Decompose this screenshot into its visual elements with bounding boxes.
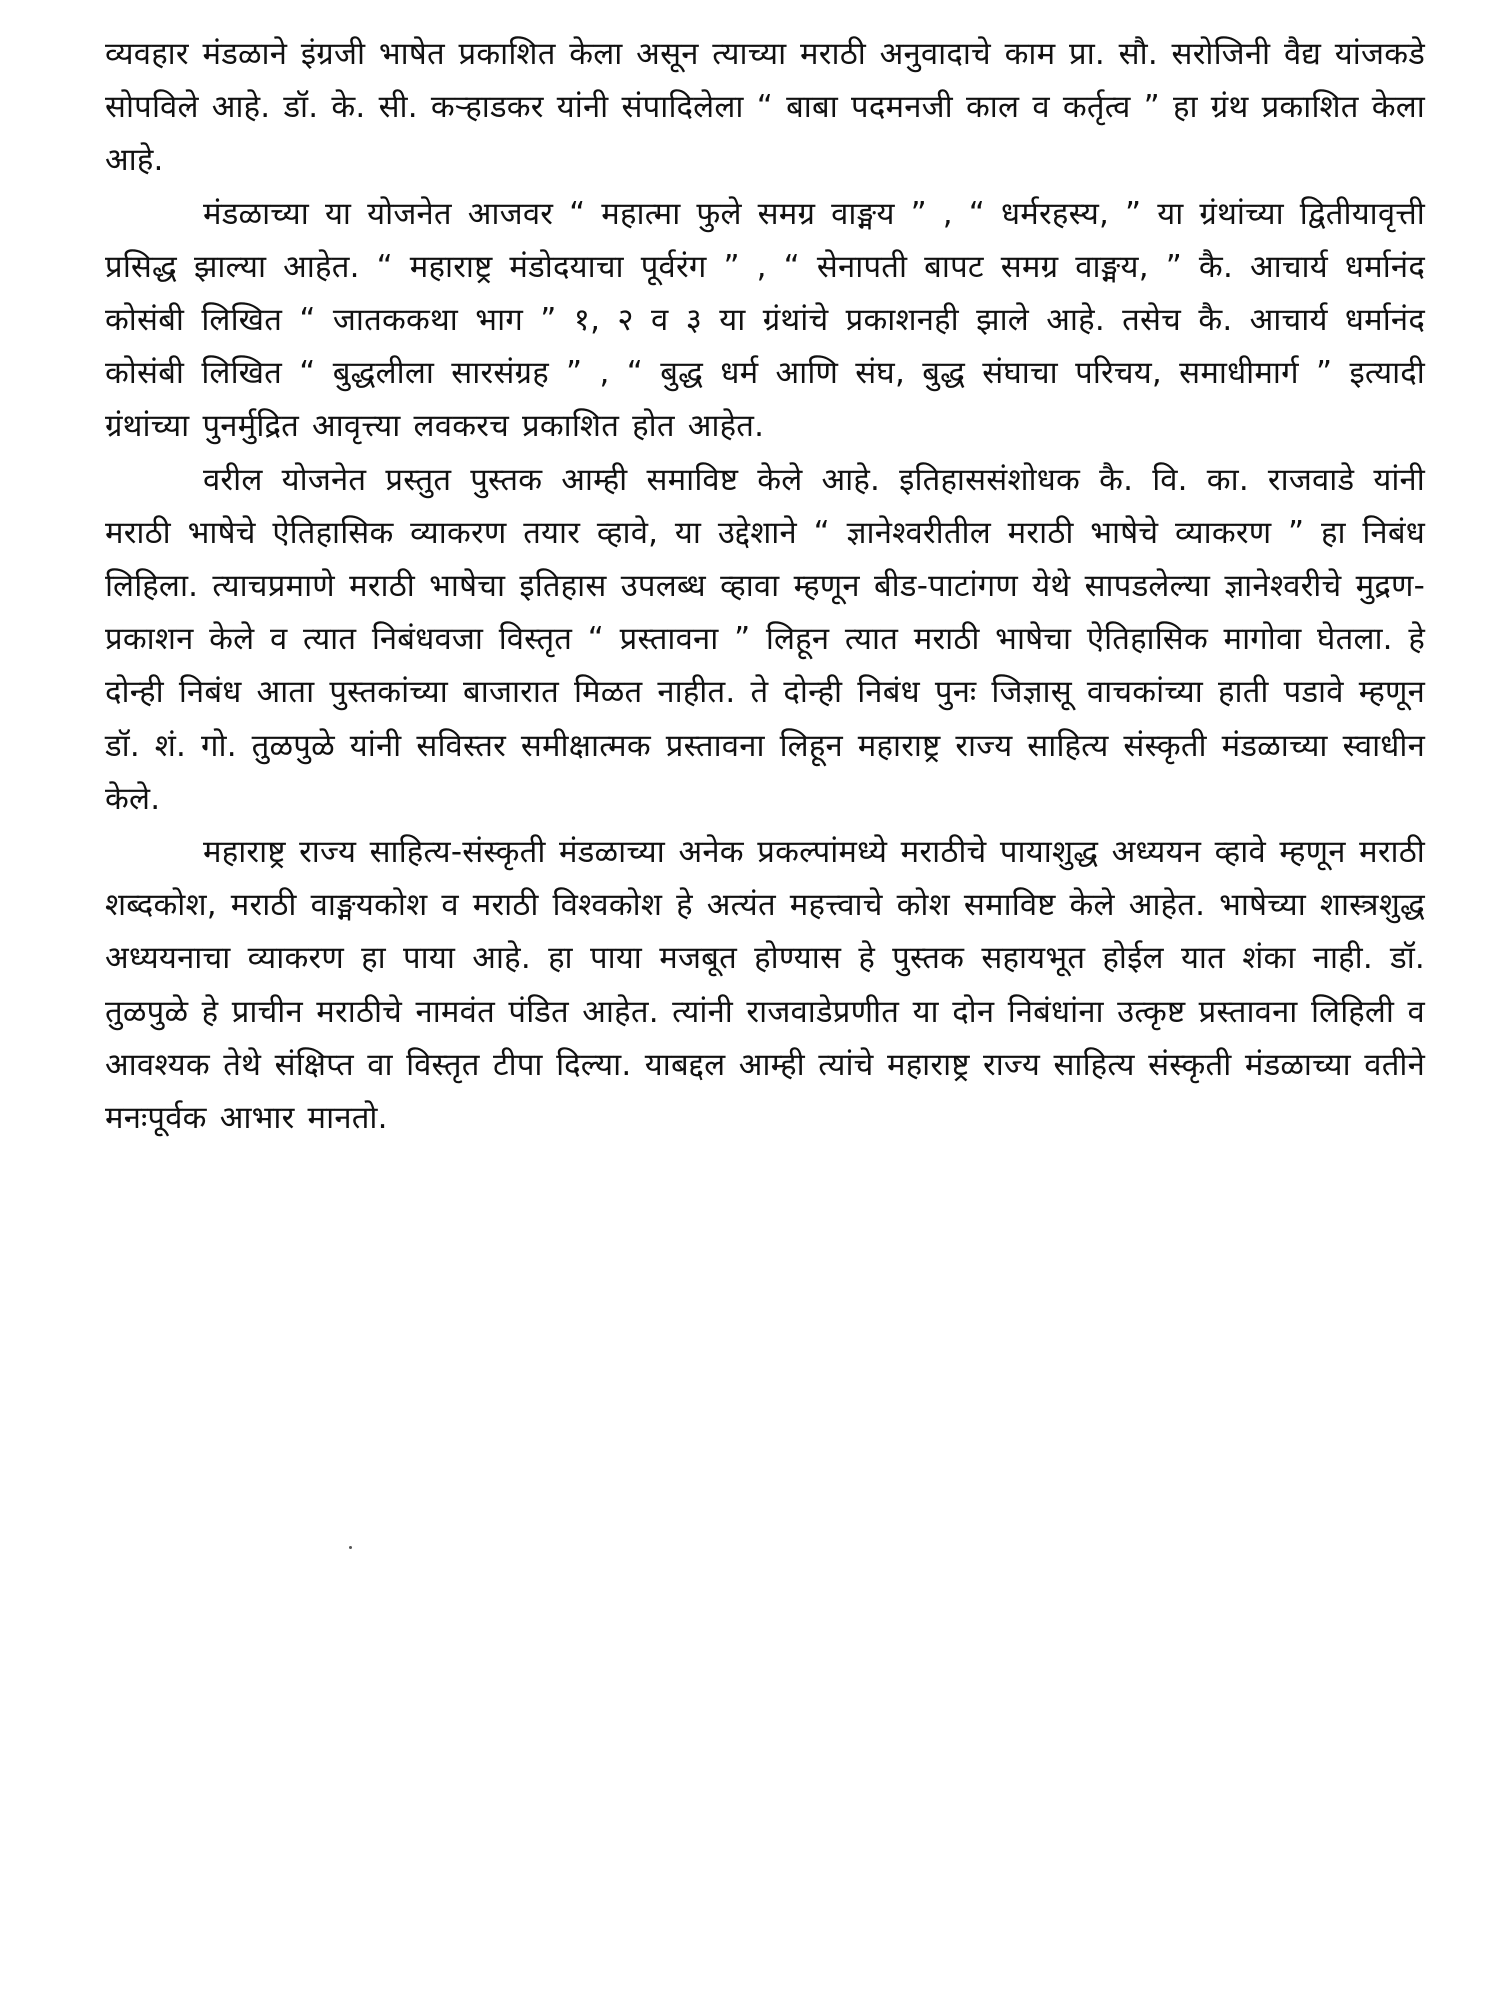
paragraph-2: मंडळाच्या या योजनेत आजवर “ महात्मा फुले समग्र वाङ्मय ” , “ धर्मरहस्य, ” या ग्रंथांच्या द्वितीयावृत्ती प्रसिद्ध झाल्या आहेत. “ महाराष्ट्र मंडोदयाचा पूर्वरंग ” , “ सेनापती बापट समग्र वाङ्मय, ” कै. आचार्य धर्मानंद कोसंबी लिखित “ जातककथा भाग ” १, २ व ३ या ग्रंथांचे प्रकाशनही झाले आहे. तसेच कै. आचार्य धर्मानंद कोसंबी लिखित “ बुद्धलीला सारसंग्रह ” , “ बुद्ध धर्म आणि संघ, बुद्ध संघाचा परिचय, समाधीमार्ग ” इत्यादी ग्रंथांच्या पुनर्मुद्रित आवृत्त्या लवकरच प्रकाशित होत आहेत. [105, 195, 1425, 445]
paragraph-1: व्यवहार मंडळाने इंग्रजी भाषेत प्रकाशित केला असून त्याच्या मराठी अनुवादाचे काम प्रा. सौ. सरोजिनी वैद्य यांजकडे सोपविले आहे. डॉ. के. सी. कऱ्हाडकर यांनी संपादिलेला “ बाबा पदमनजी काल व कर्तृत्व ” हा ग्रंथ प्रकाशित केला आहे. [105, 36, 1425, 179]
paragraph-4: महाराष्ट्र राज्य साहित्य-संस्कृती मंडळाच्या अनेक प्रकल्पांमध्ये मराठीचे पायाशुद्ध अध्ययन व्हावे म्हणून मराठी शब्दकोश, मराठी वाङ्मयकोश व मराठी विश्वकोश हे अत्यंत महत्त्वाचे कोश समाविष्ट केले आहेत. भाषेच्या शास्त्रशुद्ध अध्ययनाचा व्याकरण हा पाया आहे. हा पाया मजबूत होण्यास हे पुस्तक सहायभूत होईल यात शंका नाही. डॉ. तुळपुळे हे प्राचीन मराठीचे नामवंत पंडित आहेत. त्यांनी राजवाडेप्रणीत या दोन निबंधांना उत्कृष्ट प्रस्तावना लिहिली व आवश्यक तेथे संक्षिप्त वा विस्तृत टीपा दिल्या. याबद्दल आम्ही त्यांचे महाराष्ट्र राज्य साहित्य संस्कृती मंडळाच्या वतीने मनःपूर्वक आभार मानतो. [105, 834, 1425, 1137]
scan-speck [349, 1546, 352, 1549]
paragraph-3: वरील योजनेत प्रस्तुत पुस्तक आम्ही समाविष्ट केले आहे. इतिहाससंशोधक कै. वि. का. राजवाडे यांनी मराठी भाषेचे ऐतिहासिक व्याकरण तयार व्हावे, या उद्देशाने “ ज्ञानेश्वरीतील मराठी भाषेचे व्याकरण ” हा निबंध लिहिला. त्याचप्रमाणे मराठी भाषेचा इतिहास उपलब्ध व्हावा म्हणून बीड-पाटांगण येथे सापडलेल्या ज्ञानेश्वरीचे मुद्रण-प्रकाशन केले व त्यात निबंधवजा विस्तृत “ प्रस्तावना ” लिहून त्यात मराठी भाषेचा ऐतिहासिक मागोवा घेतला. हे दोन्ही निबंध आता पुस्तकांच्या बाजारात मिळत नाहीत. ते दोन्ही निबंध पुनः जिज्ञासू वाचकांच्या हाती पडावे म्हणून डॉ. शं. गो. तुळपुळे यांनी सविस्तर समीक्षात्मक प्रस्तावना लिहून महाराष्ट्र राज्य साहित्य संस्कृती मंडळाच्या स्वाधीन केले. [105, 461, 1425, 817]
body-text [105, 28, 1425, 1145]
